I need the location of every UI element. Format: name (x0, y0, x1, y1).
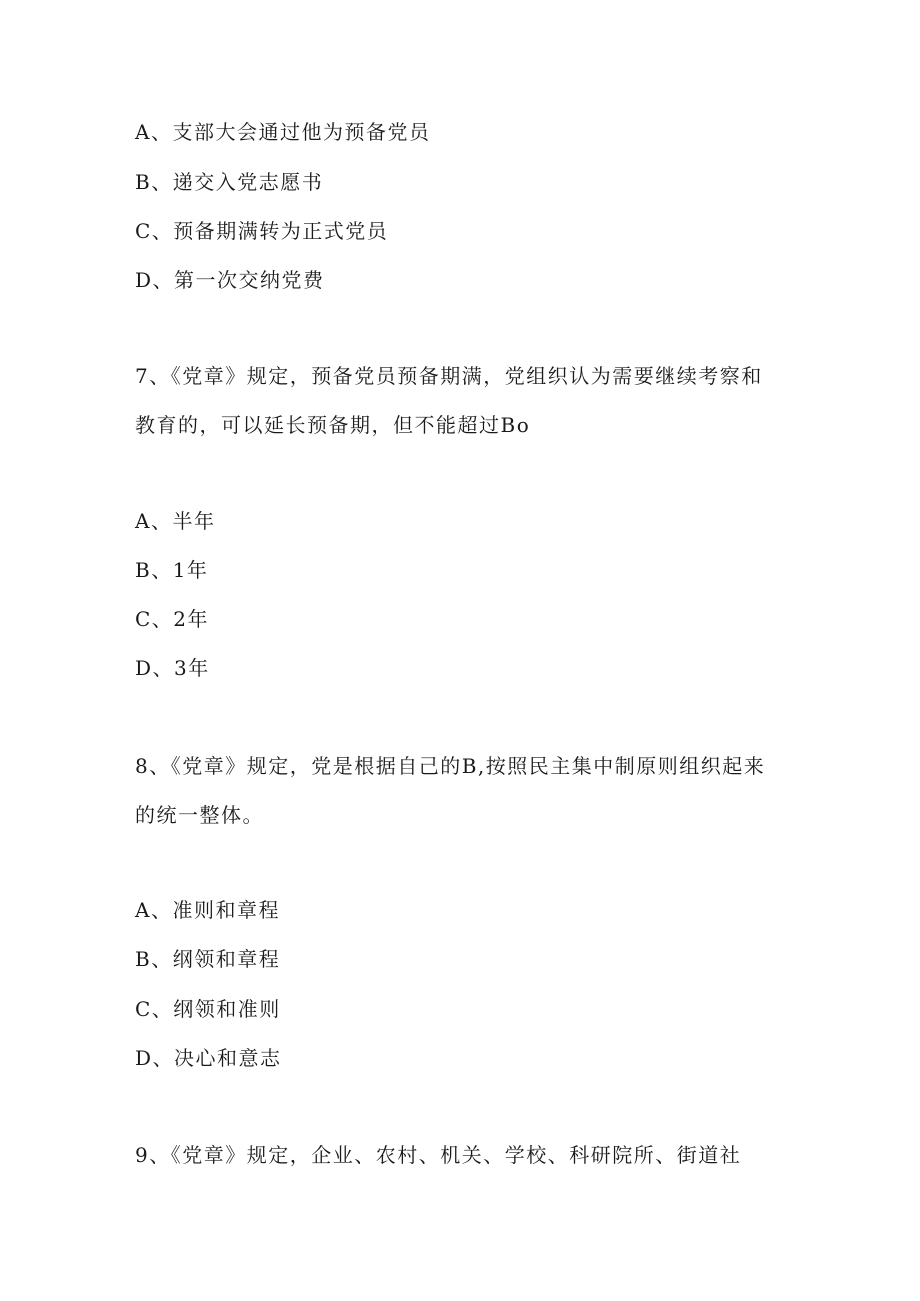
q7-question-line1: 7、《党章》规定，预备党员预备期满，党组织认为需要继续考察和 (135, 364, 763, 388)
q9-question-line1: 9、《党章》规定，企业、农村、机关、学校、科研院所、街道社 (135, 1143, 742, 1167)
q7-option-c: C、2年 (135, 607, 210, 631)
q7-option-a: A、半年 (135, 509, 216, 533)
q7-question-line2: 教育的，可以延长预备期，但不能超过Bo (135, 413, 531, 437)
q8-question-line2: 的统一整体。 (135, 803, 264, 827)
q7-option-d: D、3年 (135, 656, 210, 680)
q8-option-c: C、纲领和准则 (135, 997, 281, 1021)
q6-option-c: C、预备期满转为正式党员 (135, 219, 389, 243)
q8-option-d: D、决心和意志 (135, 1046, 282, 1070)
q8-option-b: B、纲领和章程 (135, 947, 281, 971)
q6-option-b: B、递交入党志愿书 (135, 170, 324, 194)
q6-option-a: A、支部大会通过他为预备党员 (135, 120, 431, 144)
q8-option-a: A、准则和章程 (135, 898, 280, 922)
q6-option-d: D、第一次交纳党费 (135, 268, 325, 292)
q7-option-b: B、1年 (135, 558, 209, 582)
q8-question-line1: 8、《党章》规定，党是根据自己的B,按照民主集中制原则组织起来 (135, 754, 766, 778)
